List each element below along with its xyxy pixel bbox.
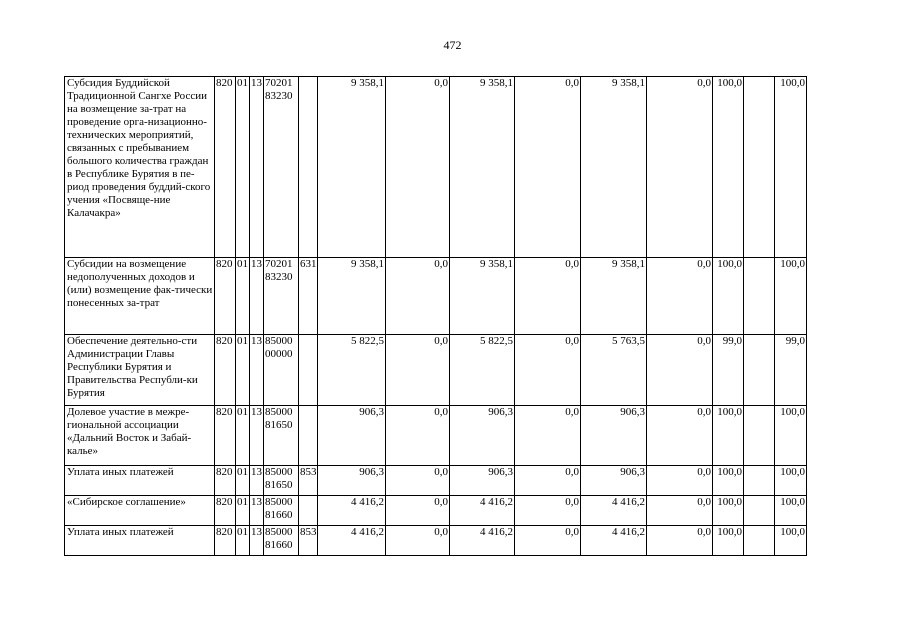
target-item-code (264, 496, 299, 526)
amount-cell: 9 358,1 (318, 77, 386, 258)
target-item-code-part2: 81660 (265, 509, 293, 521)
percent-cell (744, 526, 775, 556)
ministry-code: 820 (215, 258, 236, 335)
percent-cell: 100,0 (713, 526, 744, 556)
target-item-code-part1: 70201 (265, 77, 293, 89)
subsection-code: 13 (250, 466, 264, 496)
page-number: 472 (443, 38, 462, 52)
amount-cell: 0,0 (647, 496, 713, 526)
amount-cell: 5 763,5 (581, 335, 647, 406)
item-name: Субсидии на возмещение недополученных доходов и (или) возмещение фак-тически понесенных за-трат (65, 258, 215, 335)
percent-cell: 100,0 (775, 526, 807, 556)
ministry-code: 820 (215, 466, 236, 496)
ministry-code: 820 (215, 77, 236, 258)
amount-cell: 906,3 (318, 466, 386, 496)
expense-type-code (299, 406, 318, 466)
target-item-code-part2: 81660 (265, 539, 293, 551)
amount-cell: 5 822,5 (318, 335, 386, 406)
percent-cell: 100,0 (713, 406, 744, 466)
target-item-code (264, 258, 299, 335)
target-item-code (264, 466, 299, 496)
amount-cell: 906,3 (581, 406, 647, 466)
table-row (65, 526, 807, 556)
section-code: 01 (236, 526, 250, 556)
percent-cell: 100,0 (775, 466, 807, 496)
target-item-code-part2: 00000 (265, 348, 293, 360)
percent-cell: 100,0 (775, 77, 807, 258)
subsection-code: 13 (250, 335, 264, 406)
target-item-code (264, 77, 299, 258)
amount-cell: 0,0 (386, 77, 450, 258)
table-row (65, 466, 807, 496)
amount-cell: 0,0 (647, 335, 713, 406)
percent-cell: 99,0 (775, 335, 807, 406)
target-item-code-part2: 83230 (265, 271, 293, 283)
item-name: Уплата иных платежей (65, 466, 215, 496)
percent-cell (744, 406, 775, 466)
amount-cell: 4 416,2 (581, 526, 647, 556)
amount-cell: 5 822,5 (450, 335, 515, 406)
ministry-code: 820 (215, 335, 236, 406)
percent-cell (744, 466, 775, 496)
ministry-code: 820 (215, 406, 236, 466)
target-item-code-part2: 81650 (265, 419, 293, 431)
item-name: «Сибирское соглашение» (65, 496, 215, 526)
amount-cell: 906,3 (581, 466, 647, 496)
item-name: Субсидия Буддийской Традиционной Сангхе России на возмещение за-трат на проведение орга-низационно-технических мероприятий, связанных с пребыванием большого количества граждан в Республике Бурятия в пе-риод проведения буддий-ского учения «Посвяще-ние Калачакра» (65, 77, 215, 258)
amount-cell: 0,0 (515, 335, 581, 406)
section-code: 01 (236, 258, 250, 335)
target-item-code-part1: 70201 (265, 258, 293, 270)
expense-type-code (299, 77, 318, 258)
amount-cell: 0,0 (647, 406, 713, 466)
amount-cell: 906,3 (318, 406, 386, 466)
expense-type-code: 853 (299, 526, 318, 556)
percent-cell (744, 496, 775, 526)
amount-cell: 906,3 (450, 406, 515, 466)
amount-cell: 0,0 (647, 258, 713, 335)
amount-cell: 9 358,1 (450, 258, 515, 335)
section-code: 01 (236, 496, 250, 526)
percent-cell: 100,0 (775, 258, 807, 335)
table-row (65, 496, 807, 526)
target-item-code (264, 335, 299, 406)
table-row (65, 258, 807, 335)
amount-cell: 0,0 (647, 466, 713, 496)
amount-cell: 0,0 (386, 496, 450, 526)
expense-type-code (299, 335, 318, 406)
amount-cell: 9 358,1 (318, 258, 386, 335)
subsection-code: 13 (250, 496, 264, 526)
percent-cell (744, 258, 775, 335)
subsection-code: 13 (250, 77, 264, 258)
amount-cell: 4 416,2 (318, 526, 386, 556)
item-name: Уплата иных платежей (65, 526, 215, 556)
ministry-code: 820 (215, 526, 236, 556)
amount-cell: 0,0 (515, 77, 581, 258)
section-code: 01 (236, 77, 250, 258)
target-item-code-part1: 85000 (265, 335, 293, 347)
amount-cell: 0,0 (515, 526, 581, 556)
item-name: Долевое участие в межре-гиональной ассоциации «Дальний Восток и Забай-калье» (65, 406, 215, 466)
percent-cell: 100,0 (713, 496, 744, 526)
amount-cell: 0,0 (515, 496, 581, 526)
amount-cell: 0,0 (515, 406, 581, 466)
amount-cell: 0,0 (386, 526, 450, 556)
percent-cell: 100,0 (713, 77, 744, 258)
percent-cell: 100,0 (713, 258, 744, 335)
amount-cell: 9 358,1 (581, 77, 647, 258)
amount-cell: 0,0 (515, 466, 581, 496)
amount-cell: 0,0 (647, 526, 713, 556)
item-name: Обеспечение деятельно-сти Администрации Главы Республики Бурятия и Правительства Республи-ки Бурятия (65, 335, 215, 406)
amount-cell: 0,0 (386, 406, 450, 466)
amount-cell: 0,0 (386, 258, 450, 335)
amount-cell: 4 416,2 (581, 496, 647, 526)
target-item-code (264, 526, 299, 556)
budget-table (64, 76, 807, 556)
amount-cell: 0,0 (386, 466, 450, 496)
expense-type-code: 631 (299, 258, 318, 335)
amount-cell: 4 416,2 (450, 496, 515, 526)
amount-cell: 4 416,2 (450, 526, 515, 556)
target-item-code-part2: 83230 (265, 90, 293, 102)
amount-cell: 906,3 (450, 466, 515, 496)
amount-cell: 9 358,1 (581, 258, 647, 335)
section-code: 01 (236, 406, 250, 466)
percent-cell: 99,0 (713, 335, 744, 406)
target-item-code-part1: 85000 (265, 496, 293, 508)
amount-cell: 9 358,1 (450, 77, 515, 258)
section-code: 01 (236, 335, 250, 406)
percent-cell (744, 335, 775, 406)
subsection-code: 13 (250, 406, 264, 466)
expense-type-code (299, 496, 318, 526)
ministry-code: 820 (215, 496, 236, 526)
amount-cell: 0,0 (515, 258, 581, 335)
percent-cell: 100,0 (775, 496, 807, 526)
subsection-code: 13 (250, 258, 264, 335)
subsection-code: 13 (250, 526, 264, 556)
target-item-code-part1: 85000 (265, 466, 293, 478)
target-item-code-part2: 81650 (265, 479, 293, 491)
table-row (65, 406, 807, 466)
target-item-code-part1: 85000 (265, 406, 293, 418)
target-item-code (264, 406, 299, 466)
target-item-code-part1: 85000 (265, 526, 293, 538)
table-row (65, 77, 807, 258)
section-code: 01 (236, 466, 250, 496)
percent-cell (744, 77, 775, 258)
percent-cell: 100,0 (713, 466, 744, 496)
amount-cell: 0,0 (647, 77, 713, 258)
amount-cell: 0,0 (386, 335, 450, 406)
amount-cell: 4 416,2 (318, 496, 386, 526)
expense-type-code: 853 (299, 466, 318, 496)
table-row (65, 335, 807, 406)
percent-cell: 100,0 (775, 406, 807, 466)
